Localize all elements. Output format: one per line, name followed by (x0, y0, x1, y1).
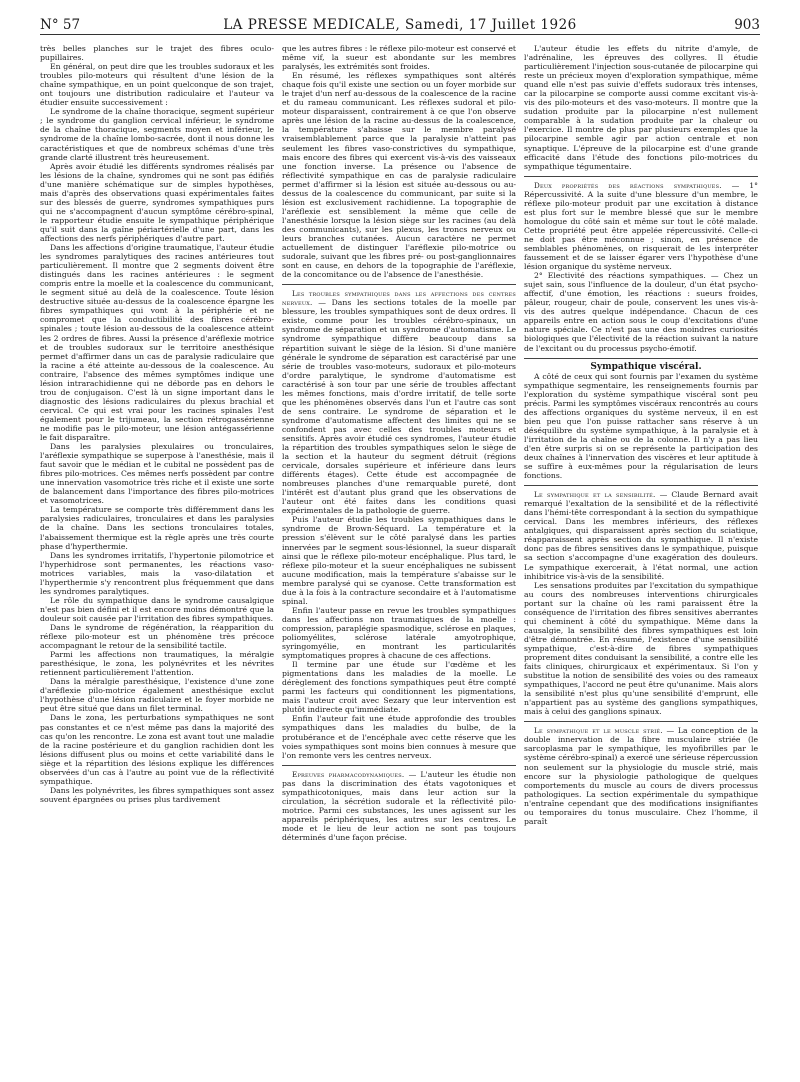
section-divider (524, 721, 758, 722)
paragraph: En général, on peut dire que les troubles sudoraux et les troubles pilo-moteurs qui résultent d'une lésion de la chaîne sympathique, en un point quelconque de son trajet, ont toujours une distribution radiculaire et l'auteur va étudier ensuite successivement : (40, 62, 274, 108)
paragraph: Parmi les affections non traumatiques, la méralgie paresthésique, le zona, les polynévrites et les névrites retiennent particulièrement l'attention. (40, 650, 274, 678)
paragraph-text: — L'auteur les étudie non pas dans la discrimination des états vagotoniques et sympathicotoniques, mais dans leur action sur la circulation, la sécrétion sudorale et la réflectivité pilo-motrice. Parmi ces substances, les unes agissent sur les appareils périphériques, les autres sur les centres. Le mode et le lieu de leur action ne sont pas toujours déterminés d'une façon précise. (282, 769, 516, 842)
page-number: 903 (734, 17, 760, 33)
section-heading: Deux propriétés des réactions sympathiques. (534, 180, 722, 190)
paragraph: Les sensations produites par l'excitation du sympathique au cours des nombreuses interventions chirurgicales portant sur la chaîne où les rami paraissent être la conséquence de l'irritation des fibres sensitives aberrantes qui cheminent à côté du sympathique. Même dans la causalgie, la sensibilité des fibres sympathiques est loin d'être démontrée. En résumé, l'existence d'une sensibilité sympathique, c'est-à-dire de fibres sympathiques proprement dites conduisant la sensibilité, a contre elle les faits cliniques, chirurgicaux et expérimentaux. Si l'on y substitue la notion de sensibilité des voies ou des rameaux sympathiques, l'accord ne peut être qu'unanime. Mais alors la sensibilité n'est plus qu'une sensibilité d'emprunt, elle n'appartient pas au système des ganglions sympathiques, mais à celui des ganglions spinaux. (524, 580, 758, 717)
paragraph: 2° Electivité des réactions sympathiques. — Chez un sujet sain, sous l'influence de la douleur, d'un état psycho-affectif, d'une émotion, les réactions : sueurs froides, pâleur, rougeur, chair de poule, conservent les unes vis-à-vis des autres quelque indépendance. Chacun de ces appareils entre en action sous le coup d'excitations d'une nature spéciale. Ce n'est pas une des moindres curiosités biologiques que l'électivité de la réaction suivant la nature de l'excitant ou du processus psycho-émotif. (524, 271, 758, 353)
issue-number: N° 57 (40, 17, 81, 33)
paragraph: Puis l'auteur étudie les troubles sympathiques dans le syndrome de Brown-Séquard. La température et la pression s'élèvent sur le côté paralysé dans les parties innervées par le segment sous-lésionnel, la sueur disparaît ainsi que le réflexe pilo-moteur encéphalique. Plus tard, le réflexe pilo-moteur et la sueur encéphaliques ne subissent aucune modification, mais la température s'abaisse sur le membre paralysé qui se cyanose. Cette transformation est due à la fois à la contracture secondaire et à l'automatisme spinal. (282, 515, 516, 606)
paragraph: Le syndrome de la chaîne thoracique, segment supérieur ; le syndrome du ganglion cervical inférieur, le syndrome de la chaîne thoracique, segments moyen et inférieur, le syndrome de la chaîne lombo-sacrée, dont il nous donne les caractéristiques et que de nombreux schémas d'une très grande clarté illustrent très heureusement. (40, 107, 274, 162)
section-title: Sympathique viscéral. (590, 361, 702, 372)
paragraph: Il termine par une étude sur l'œdème et les pigmentations dans les maladies de la moelle. Le dérèglement des fonctions sympathiques peut être compté parmi les facteurs qui conditionnent les pigmentations, mais l'auteur croit avec Sezary que leur intervention est plutôt indirecte qu'immédiate. (282, 660, 516, 715)
journal-title: LA PRESSE MEDICALE, Samedi, 17 Juillet 1926 (223, 17, 577, 33)
paragraph: A côté de ceux qui sont fournis par l'examen du système sympathique segmentaire, les renseignements fournis par l'exploration du système sympathique viscéral sont peu précis. Parmi les symptômes viscéraux rencontrés au cours des affections organiques du système nerveux, il en est bien peu que l'on puisse rattacher sans réserve à un déséquilibre du système sympathique, à la paralysie et à l'irritation de la chaîne ou de la colonne. Il n'y a pas lieu d'en être surpris si on se représente la participation des deux chaînes à l'innervation des viscères et leur aptitude à se suffire à eux-mêmes pour la régularisation de leurs fonctions. (524, 371, 758, 481)
section-paragraph (524, 726, 758, 826)
paragraph: très belles planches sur le trajet des fibres oculo-pupillaires. (40, 44, 274, 63)
section-heading: Les troubles sympathiques dans les affections des centres nerveux. (282, 289, 516, 308)
section-paragraph (282, 770, 516, 842)
paragraph: Enfin l'auteur fait une étude approfondie des troubles sympathiques dans les maladies du bulbe, de la protubérance et de l'encéphale avec cette réserve que les voies sympathiques sont moins bien connues à mesure que l'on remonte vers les centres nerveux. (282, 714, 516, 760)
page-header (40, 14, 760, 35)
paragraph: Dans les polynévrites, les fibres sympathiques sont assez souvent épargnées ou prises plus tardivement (40, 785, 274, 804)
section-divider (524, 176, 758, 177)
section-heading: Epreuves pharmacodynamiques. (292, 769, 405, 779)
section-paragraph (524, 490, 758, 580)
paragraph-text: — 1° Répercussivité. A la suite d'une blessure d'un membre, le réflexe pilo-moteur produit par une excitation à distance est plus fort sur le membre blessé que sur le membre homologue du côté sain et même sur tout le côté malade. Cette propriété peut être appelée répercussivité. Celle-ci ne doit pas être méconnue ; sinon, en présence de semblables phénomènes, on risquerait de les interpréter faussement et de se laisser égarer vers l'hypothèse d'une lésion organique du système nerveux. (524, 180, 758, 272)
section-paragraph (524, 181, 758, 271)
section-heading: Le sympathique et le muscle strié. (534, 726, 663, 736)
paragraph: Après avoir étudié les différents syndromes réalisés par les lésions de la chaîne, syndromes qui ne sont pas édifiés d'une manière schématique sur de simples hypothèses, mais d'après des observations quasi expérimentales faites sur des blessés de guerre, syndromes sympathiques purs qui ne s'accompagnent d'aucun symptôme cérébro-spinal, le rapporteur étudie ensuite le sympathique périphérique qu'il suit dans la gaîne périartérielle d'une part, dans les affections des nerfs périphériques d'autre part. (40, 161, 274, 243)
paragraph: que les autres fibres : le réflexe pilo-moteur est conservé et même vif, la sueur est abondante sur les membres paralysés, les extrémités sont froides. (282, 44, 516, 72)
paragraph: Dans le zona, les perturbations sympathiques ne sont pas constantes et ce n'est même pas dans la majorité des cas qu'on les rencontre. Le zona est avant tout une maladie de la racine postérieure et du ganglion rachidien dont les lésions diffusent plus ou moins et cette variabilité dans le siège et la répartition des lésions explique les différences observées d'un cas à l'autre au point vue de la réflectivité sympathique. (40, 713, 274, 786)
paragraph-text: — La conception de la double innervation de la fibre musculaire striée (le sarcoplasma par le sympathique, les myofibrilles par le système cérébro-spinal) a exercé une sérieuse répercussion non seulement sur la physiologie du muscle strié, mais encore sur la physiologie pathologique de quelques comportements du muscle au cours de divers processus pathologiques. La section expérimentale du sympathique n'entraîne cependant que des modifications insignifiantes ou temporaires du tonus musculaire. Chez l'homme, il paraît (524, 726, 758, 826)
paragraph: Dans le syndrome de régénération, la réapparition du réflexe pilo-moteur est un phénomène très précoce accompagnant le retour de la sensibilité tactile. (40, 623, 274, 651)
paragraph-text: — Dans les sections totales de la moelle par blessure, les troubles sympathiques sont de deux ordres. Il existe, comme pour les troubles cérébro-spinaux, un syndrome de séparation et un syndrome d'automatisme. Le syndrome sympathique diffère beaucoup dans sa répartition suivant le siège de la lésion. Si d'une manière générale le syndrome de séparation est caractérisé par une série de troubles vaso-moteurs, sudoraux et pilo-moteurs d'ordre paralytique, le syndrome d'automatisme est caractérisé à son tour par une série de troubles affectant les mêmes fonctions, mais d'ordre irritatif, de telle sorte que les phénomènes observés dans l'un et l'autre cas sont de sens contraire. Le syndrome de séparation et le syndrome d'automatisme affectent des limites qui ne se confondent pas avec celles des troubles moteurs et sensitifs. Après avoir étudié ces syndromes, l'auteur étudie la répartition des troubles sympathiques selon le siège de la section et la hauteur du segment détruit (régions cervicale, dorsales supérieure et inférieure dans leurs différents étages). Cette étude est accompagnée de nombreuses planches d'une remarquable pureté, dont l'intérêt est d'autant plus grand que les observations de l'auteur ont été faites dans les conditions quasi expérimentales de la pathologie de guerre. (282, 298, 516, 516)
column-2 (282, 44, 516, 1072)
section-heading: Le sympathique et la sensibilité. (534, 490, 656, 500)
paragraph: Dans la méralgie paresthésique, l'existence d'une zone d'aréflexie pilo-motrice également anesthésique exclut l'hypothèse d'une lésion radiculaire et le foyer morbide ne peut être situé que dans un filet terminal. (40, 677, 274, 714)
section-paragraph (282, 289, 516, 515)
paragraph: Dans les syndromes irritatifs, l'hypertonie pilomotrice et l'hyperhidrose sont permanentes, les réactions vaso-motrices variables, mais la vaso-dilatation et l'hyperthermie s'y rencontrent plus fréquemment que dans les syndromes paralytiques. (40, 550, 274, 596)
paragraph: Dans les paralysies plexulaires ou tronculaires, l'aréflexie sympathique se superpose à l'anesthésie, mais il faut savoir que le médian et le cubital ne possèdent pas de fibres pilo-motrices. Ces mêmes nerfs possèdent par contre une innervation vasomotrice très riche et il existe une sorte de balancement dans l'importance des fibres pilo-motrices et vasomotrices. (40, 442, 274, 506)
article-columns (40, 44, 760, 1072)
section-divider (524, 358, 758, 359)
paragraph: Enfin l'auteur passe en revue les troubles sympathiques dans les affections non traumatiques de la moelle : compression, paraplégie spasmodique, sclérose en plaques, poliomyélites, sclérose latérale amyotrophique, syringomyélie, en montrant les particularités symptomatiques propres à chacune de ces affections. (282, 605, 516, 661)
paragraph: Dans les affections d'origine traumatique, l'auteur étudie les syndromes paralytiques des racines antérieures tout particulièrement. Il montre que 2 segments doivent être distingués dans les racines antérieures : le segment compris entre la moelle et la coalescence du communicant, le segment situé au delà de la coalescence. Toute lésion destructive située au-dessus de la coalescence épargne les fibres sympathiques qui vont à la périphérie et ne compromet que la conductibilité des fibres cérébro-spinales ; toute lésion au-dessous de la coalescence atteint les 2 ordres de fibres. Aussi la présence d'aréflexie motrice et de troubles sudoraux sur le territoire anesthésique permet d'affirmer dans un cas de paralysie radiculaire que la racine a été atteinte au-dessous de la coalescence. Au contraire, l'absence des mêmes symptômes indique une lésion intrarachidienne qui ne déborde pas en dehors le trou de conjugaison. C'est là un signe important dans le diagnostic des lésions radiculaires du plexus brachial et cervical. Ce qui est vrai pour les racines spinales l'est également pour le trijumeau, la section rétrogassérienne ne modifie pas le pilo-moteur, une lésion antégassérienne le fait disparaître. (40, 243, 274, 443)
paragraph: Le rôle du sympathique dans le syndrome causalgique n'est pas bien défini et il est encore moins démontré que la douleur soit causée par l'irritation des fibres sympathiques. (40, 595, 274, 623)
section-divider (282, 284, 516, 285)
paragraph: L'auteur étudie les effets du nitrite d'amyle, de l'adrénaline, les épreuves des collyres. Il étudie particulièrement l'injection sous-cutanée de pilocarpine qui reste un précieux moyen d'exploration sympathique, même quand elle n'est pas suivie d'effets sudoraux très intenses, car la pilocarpine se comporte aussi comme excitant vis-à-vis des pilo-moteurs et des vaso-moteurs. Il montre que la sudation produite par la pilocarpine n'est nullement comparable à la sudation produite par la chaleur ou l'exercice. Il montre de plus par plusieurs exemples que la pilocarpine semble agir par action centrale et non synaptique. L'épreuve de la pilocarpine est d'une grande efficacité dans l'étude des fonctions pilo-motrices du sympathique tégumentaire. (524, 44, 758, 171)
paragraph-text: — Claude Bernard avait remarqué l'exaltation de la sensibilité et de la réflectivité dans l'hémi-tête correspondant à la section du sympathique cervical. Dans les membres inférieurs, des réflexes antalgiques, qui disparaissent après section du sciatique, réapparaissent après section du sympathique. Il n'existe donc pas de fibres sensitives dans le sympathique, puisque sa section s'accompagne d'une exagération des douleurs. Le sympathique exercerait, à l'état normal, une action inhibitrice vis-à-vis de la sensibilité. (524, 490, 758, 581)
column-1 (40, 44, 274, 1072)
section-divider (524, 485, 758, 486)
section-divider (282, 765, 516, 766)
paragraph: En résumé, les réflexes sympathiques sont altérés chaque fois qu'il existe une section ou un foyer morbide sur le trajet d'un nerf au-dessous de la coalescence de la racine et du rameau communicant. Les réflexes sudoral et pilo-moteur disparaissent, contrairement à ce que l'on observe après une lésion de la racine au-dessus de la coalescence, la température s'abaisse sur le membre paralysé vraisemblablement parce que la paralysie n'atteint pas seulement les fibres vaso-constrictives du sympathique, mais encore des fibres qui exercent vis-à-vis des vaisseaux une fonction inverse. La présence ou l'absence de réflectivité sympathique en cas de paralysie radiculaire permet d'affirmer si la lésion est située au-dessous ou au-dessus de la coalescence du communicant, par suite si la lésion est exclusivement rachidienne. La topographie de l'aréflexie est sensiblement la même que celle de l'anesthésie lorsque la lésion siège sur les racines (au delà des communicants), sur les plexus, les troncs nerveux ou leurs branches cutanées. Aucun caractère ne permet actuellement de distinguer l'aréflexie pilo-motrice ou sudorale, suivant que les fibres pré- ou post-ganglionnaires sont en cause, en dehors de la topographie de l'aréflexie, de la concomitance ou de l'absence de l'anesthésie. (282, 71, 516, 280)
paragraph: La température se comporte très différemment dans les paralysies radiculaires, tronculaires et dans les paralysies de la chaîne. Dans les sections tronculaires totales, l'abaissement thermique est la règle après une très courte phase d'hyperthermie. (40, 505, 274, 551)
column-3 (524, 44, 758, 1072)
